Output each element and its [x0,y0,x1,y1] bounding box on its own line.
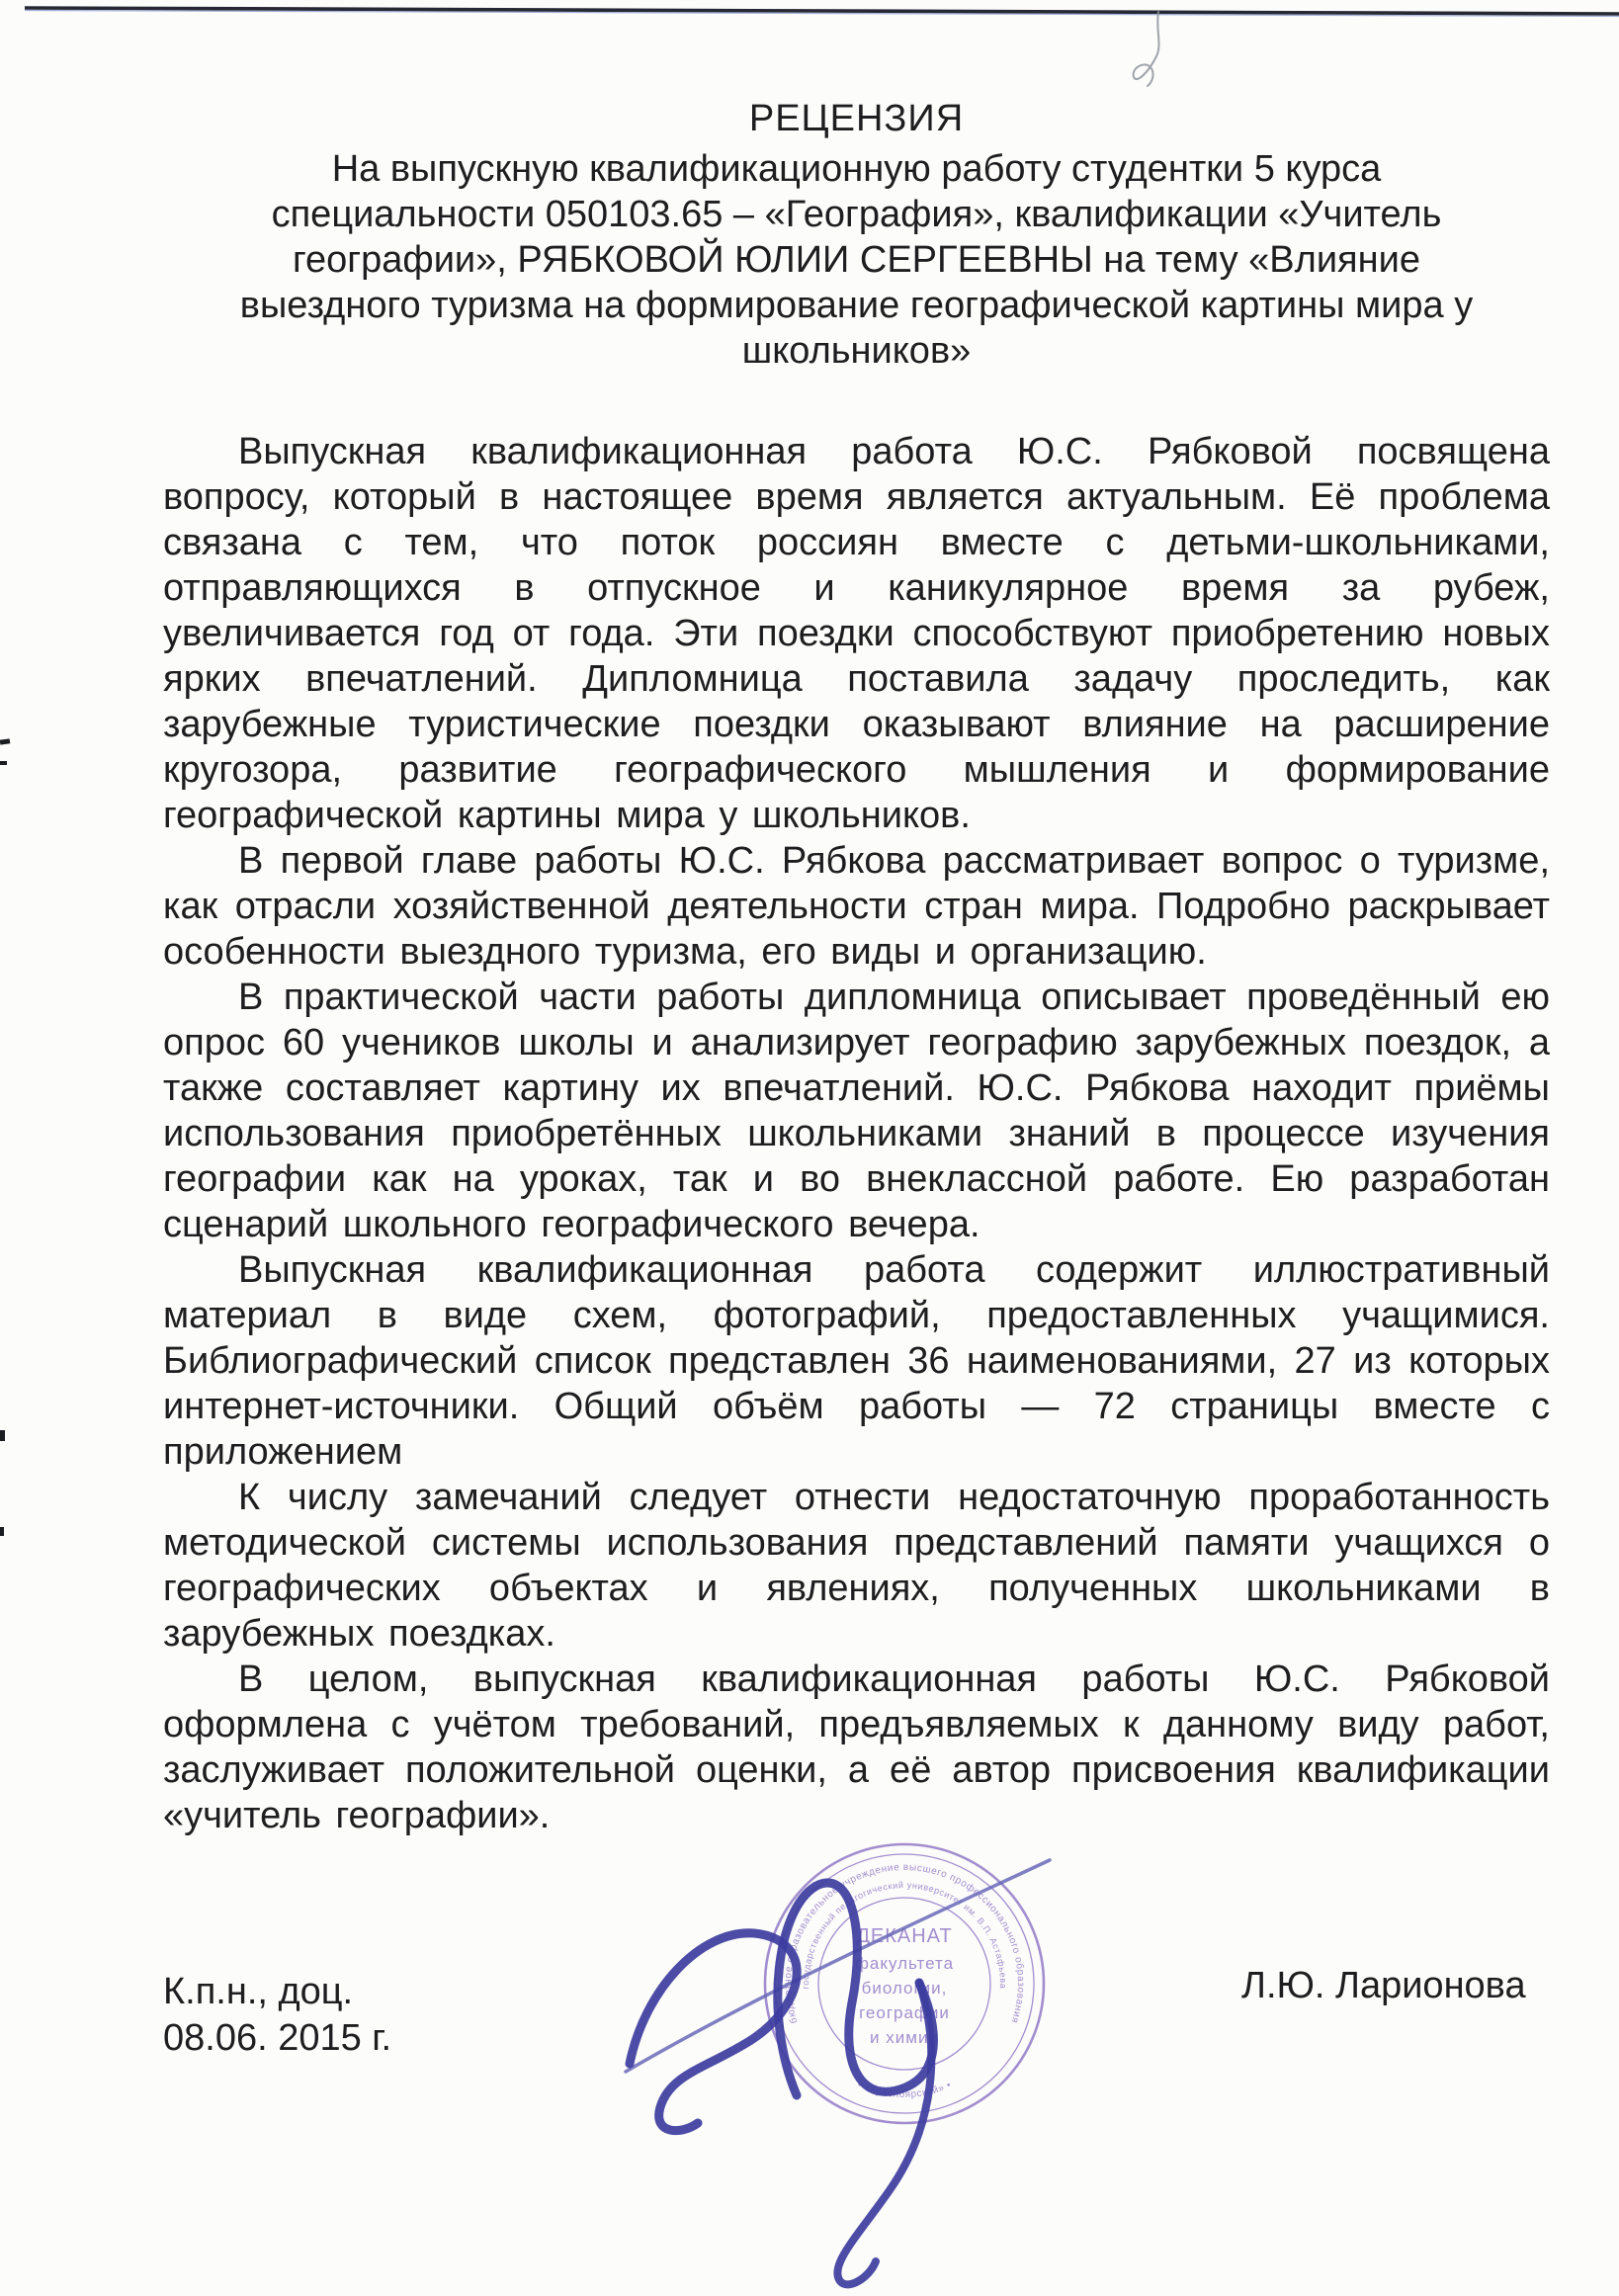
subheading-line: На выпускную квалификационную работу студентки 5 курса [331,148,1382,190]
stamp-ring-text-bottom: • «Красноярский» • [855,2080,954,2101]
review-text [163,429,1550,1838]
stamp-center-line: факультета [854,1954,955,1973]
subheading-line: географии», РЯБКОВОЙ ЮЛИИ СЕРГЕЕВНЫ на тему «Влияние [293,239,1420,281]
stamp-center-line: географии [859,2003,950,2022]
stamp-ring-text-outer: бюджетное образовательное учреждение высшего профессионального образования [782,1862,1027,2025]
subheading-line: школьников» [741,330,972,372]
scan-speck [0,738,10,744]
reviewer-name: Л.Ю. Ларионова [1241,1965,1526,2006]
stamp-center-line: биологии, [861,1979,948,1998]
document-body [163,0,1550,1838]
paragraph-2: В первой главе работы Ю.С. Рябкова рассматривает вопрос о туризме, как отрасли хозяйственной деятельности стран мира. Подробно раскрывает особенности выездного туризма, его виды и организацию. [163,840,1550,973]
date-line: 08.06. 2015 г. [163,2017,392,2059]
subheading-line: специальности 050103.65 – «География», квалификации «Учитель [271,194,1442,235]
scan-speck [0,761,7,765]
scan-speck [0,1527,4,1536]
paragraph-3: В практической части работы дипломница описывает проведённый ею опрос 60 учеников школы и анализирует географию зарубежных поездок, а также составляет картину их впечатлений. Ю.С. Рябкова находит приёмы использования приобретённых школьниками знаний в процессе изучения географии как на уроках, так и во внеклассной работе. Ею разработан сценарий школьного географического вечера. [163,977,1550,1245]
stamp-center-line: ДЕКАНАТ [856,1925,953,1947]
document-title: РЕЦЕНЗИЯ [748,98,965,139]
reviewer-credentials [163,1969,391,2062]
paragraph-5: К числу замечаний следует отнести недостаточную проработанность методической системы использования представлений памяти учащихся о географических объектах и явлениях, полученных школьниками в зарубежных поездках. [163,1477,1550,1655]
stamp-ring-text-inner: государственный педагогический университет им. В.П. Астафьева [800,1880,1009,1990]
paragraph-6: В целом, выпускная квалификационная работы Ю.С. Рябковой оформлена с учётом требований, предъявляемых к данному виду работ, заслуживает положительной оценки, а её автор присвоения квалификации «учитель географии». [163,1658,1550,1836]
document-subheading [163,146,1550,374]
paragraph-4: Выпускная квалификационная работа содержит иллюстративный материал в виде схем, фотографий, предоставленных учащимися. Библиографический список представлен 36 наименованиями, 27 из которых интернет-источники. Общий объём работы — 72 страницы вместе с приложением [163,1249,1550,1473]
stamp-center-line: и химии [870,2028,939,2047]
paragraph-1: Выпускная квалификационная работа Ю.С. Рябковой посвящена вопросу, который в настоящее время является актуальным. Её проблема связана с тем, что поток россиян вместе с детьми-школьниками, отправляющихся в отпускное и каникулярное время за рубеж, увеличивается год от года. Эти поездки способствуют приобретению новых ярких впечатлений. Дипломница поставила задачу проследить, как зарубежные туристические поездки оказывают влияние на расширение кругозора, развитие географического мышления и формирование географической картины мира у школьников. [163,431,1550,836]
credentials-line: К.п.н., доц. [163,1971,354,2012]
subheading-line: выездного туризма на формирование географической картины мира у [239,285,1474,326]
handwritten-signature [583,1833,1097,2293]
scan-speck [0,1430,5,1441]
